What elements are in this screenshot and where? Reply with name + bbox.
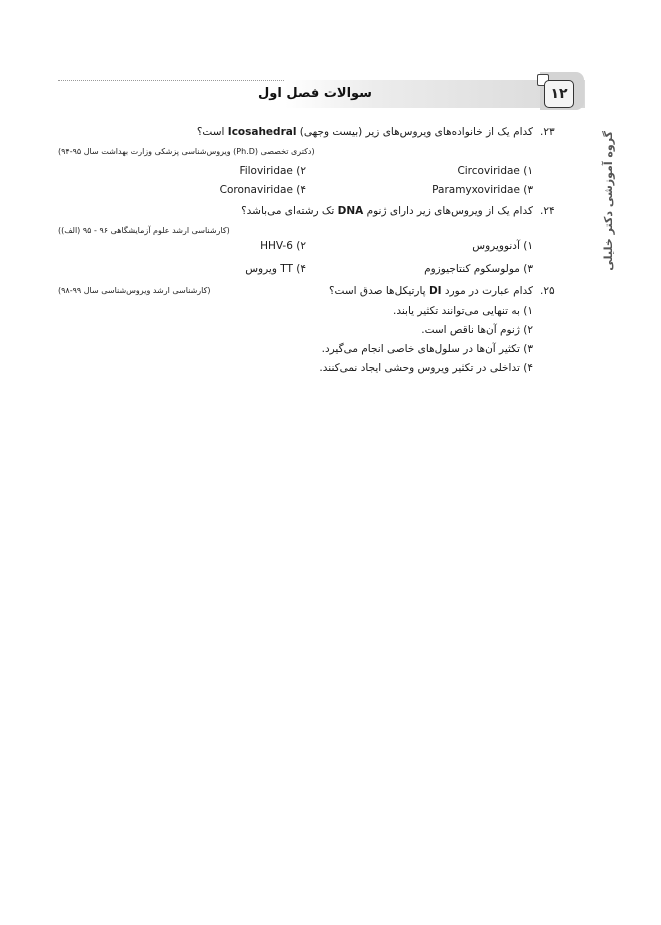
page-number: ۱۲ (544, 80, 574, 108)
question-text: کدام یک از ویروس‌های زیر دارای ژنوم DNA تک رشته‌ای می‌باشد؟ (241, 205, 533, 217)
question-source: (دکتری تخصصی (Ph.D) ویروس‌شناسی پزشکی وزارت بهداشت سال ۹۵-۹۴) (58, 147, 315, 156)
side-watermark: گروه آموزشی دکتر خلیلی (602, 131, 615, 271)
question-source: (کارشناسی ارشد ویروس‌شناسی سال ۹۹-۹۸) (58, 286, 211, 295)
question-source: (کارشناسی ارشد علوم آزمایشگاهی ۹۶ - ۹۵ (الف)) (58, 226, 230, 235)
chapter-title: سوالات فصل اول (258, 86, 372, 101)
question-number: .۲۵ (540, 285, 555, 297)
option-2: ۲) HHV-6 (260, 240, 306, 252)
option-4: ۴) Coronaviridae (219, 184, 306, 196)
question-number: .۲۳ (540, 126, 555, 138)
question-text: کدام یک از خانواده‌های ویروس‌های زیر (بیست وجهی) Icosahedral است؟ (196, 126, 533, 138)
option-2: ۲) ژنوم آن‌ها ناقص است. (421, 324, 533, 336)
option-1: ۱) Circoviridae (457, 165, 533, 177)
option-4: ۴) TT ویروس (245, 263, 306, 275)
option-4: ۴) تداخلی در تکثیر ویروس وحشی ایجاد نمی‌کنند. (319, 362, 533, 374)
option-3: ۳) Paramyxoviridae (432, 184, 533, 196)
option-3: ۳) مولوسکوم کنتاجیوزوم (424, 263, 533, 275)
option-2: ۲) Filoviridae (239, 165, 306, 177)
option-1: ۱) به تنهایی می‌توانند تکثیر یابند. (393, 305, 533, 317)
question-number: .۲۴ (540, 205, 555, 217)
question-text: کدام عبارت در مورد DI پارتیکل‌ها صدق است؟ (328, 285, 533, 297)
option-1: ۱) آدنوویروس (472, 240, 533, 252)
option-3: ۳) تکثیر آن‌ها در سلول‌های خاصی انجام می‌گیرد. (321, 343, 533, 355)
